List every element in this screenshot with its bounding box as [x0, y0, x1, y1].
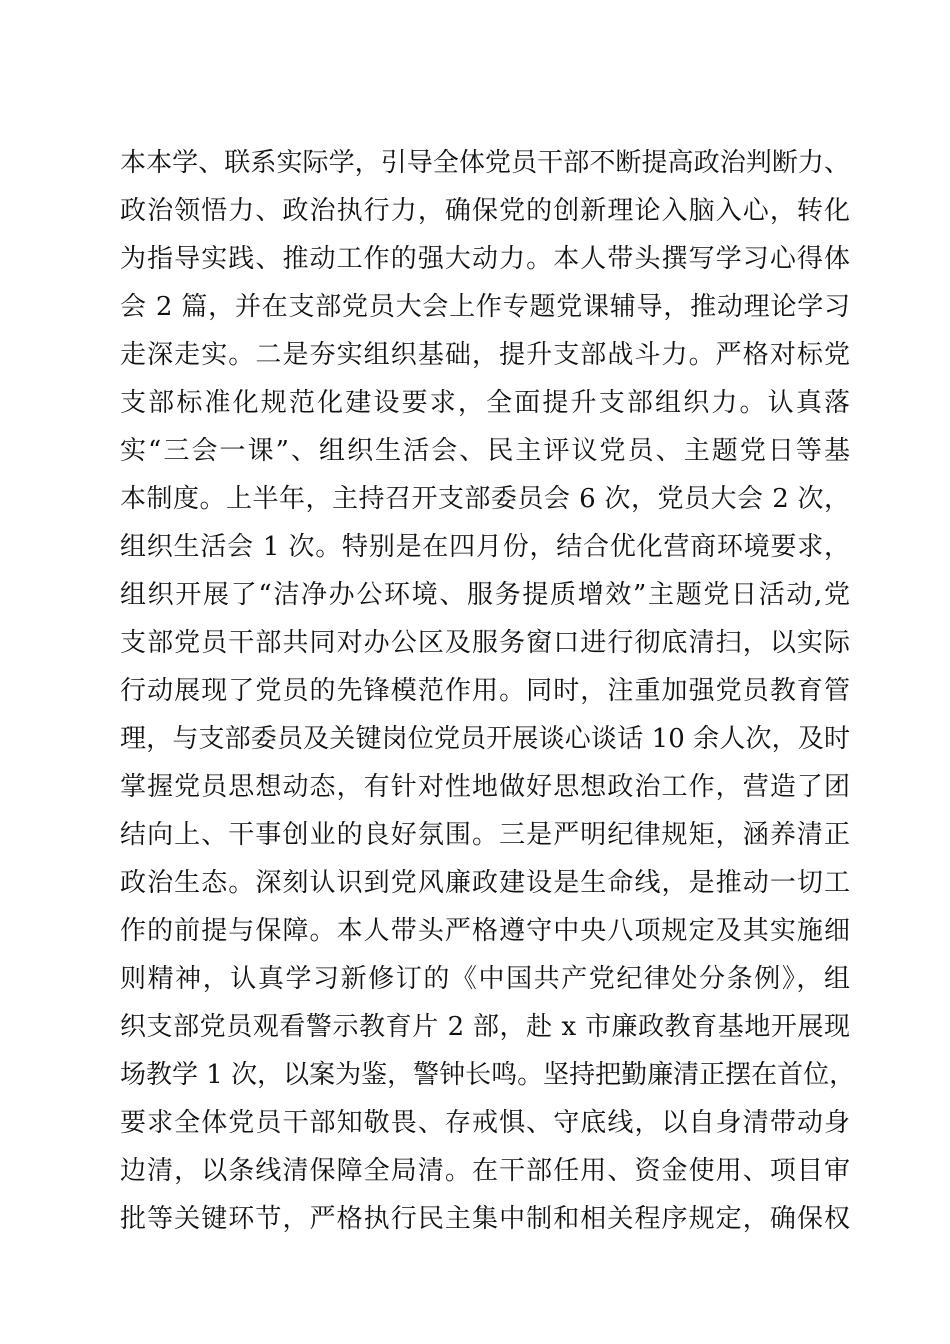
- text-line: 组织生活会 1 次。特别是在四月份，结合优化营商环境要求，: [120, 532, 850, 562]
- text-line: 织支部党员观看警示教育片 2 部，赴 x 市廉政教育基地开展现: [120, 1012, 850, 1042]
- text-line: 边清，以条线清保障全局清。在干部任用、资金使用、项目审: [120, 1156, 850, 1186]
- text-line: 要求全体党员干部知敬畏、存戒惧、守底线，以自身清带动身: [120, 1108, 850, 1138]
- text-line: 本制度。上半年，主持召开支部委员会 6 次，党员大会 2 次，: [120, 484, 850, 514]
- text-line: 则精神，认真学习新修订的《中国共产党纪律处分条例》，组: [120, 964, 850, 994]
- body-text: [120, 139, 856, 1243]
- text-line: 支部标准化规范化建设要求，全面提升支部组织力。认真落: [120, 388, 850, 418]
- text-line: 结向上、干事创业的良好氛围。三是严明纪律规矩，涵养清正: [120, 820, 850, 850]
- text-line: 会 2 篇，并在支部党员大会上作专题党课辅导，推动理论学习: [120, 292, 850, 322]
- text-line: 走深走实。二是夯实组织基础，提升支部战斗力。严格对标党: [120, 340, 850, 370]
- text-line: 政治生态。深刻认识到党风廉政建设是生命线，是推动一切工: [120, 868, 850, 898]
- text-line: 本本学、联系实际学，引导全体党员干部不断提高政治判断力、: [120, 148, 850, 178]
- text-line: 批等关键环节，严格执行民主集中制和相关程序规定，确保权: [120, 1204, 850, 1234]
- text-line: 掌握党员思想动态，有针对性地做好思想政治工作，营造了团: [120, 772, 850, 802]
- text-line: 组织开展了“洁净办公环境、服务提质增效”主题党日活动,党: [120, 580, 850, 610]
- text-line: 支部党员干部共同对办公区及服务窗口进行彻底清扫，以实际: [120, 628, 850, 658]
- text-line: 为指导实践、推动工作的强大动力。本人带头撰写学习心得体: [120, 244, 850, 274]
- text-line: 理，与支部委员及关键岗位党员开展谈心谈话 10 余人次，及时: [120, 724, 850, 754]
- text-line: 作的前提与保障。本人带头严格遵守中央八项规定及其实施细: [120, 916, 850, 946]
- text-line: 场教学 1 次，以案为鉴，警钟长鸣。坚持把勤廉清正摆在首位，: [120, 1060, 856, 1090]
- text-line: 实“三会一课”、组织生活会、民主评议党员、主题党日等基: [120, 436, 850, 466]
- text-line: 行动展现了党员的先锋模范作用。同时，注重加强党员教育管: [120, 676, 850, 706]
- text-line: 政治领悟力、政治执行力，确保党的创新理论入脑入心，转化: [120, 196, 850, 226]
